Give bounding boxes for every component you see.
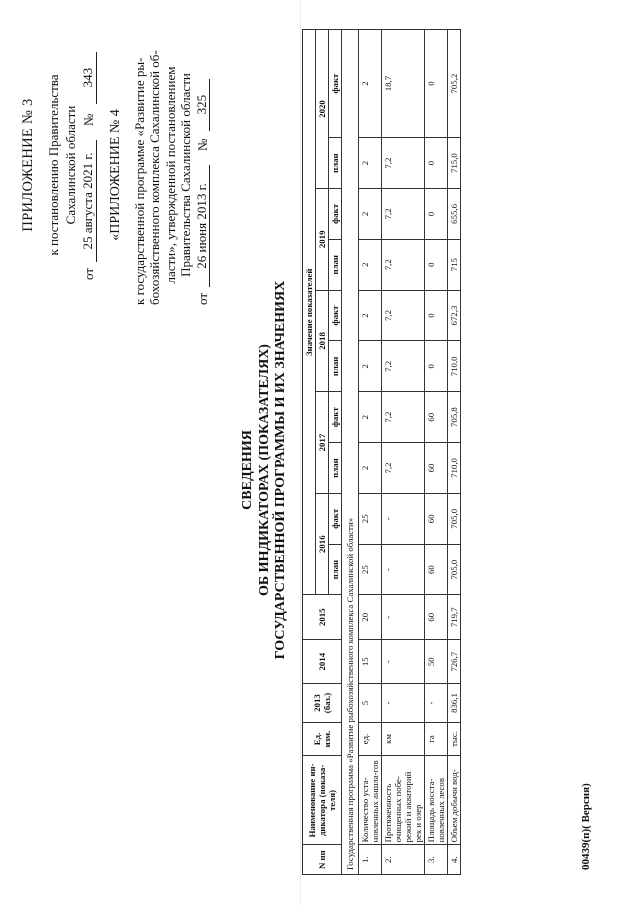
row-value: 25 bbox=[359, 544, 382, 595]
appendix-line1: к постановлению Правительства bbox=[46, 74, 61, 256]
footer-code: 00439(п)( Версия) bbox=[580, 783, 592, 870]
table-row bbox=[425, 30, 448, 875]
row-value: 7,2 bbox=[382, 138, 425, 189]
row-value: 2 bbox=[359, 138, 382, 189]
header-name: Наименование ин-дикатора (показа-теля) bbox=[303, 756, 342, 845]
row-number: 1. bbox=[359, 845, 382, 875]
program-ref-title: «ПРИЛОЖЕНИЕ № 4 bbox=[108, 109, 123, 241]
row-name: Количество уста-новленных аншла-гов bbox=[359, 756, 382, 845]
program-ref-num-prefix: № bbox=[194, 138, 210, 151]
header-fact: факт bbox=[329, 189, 342, 240]
document-title bbox=[240, 230, 290, 710]
row-value: 50 bbox=[425, 639, 448, 683]
appendix-date-line bbox=[79, 50, 97, 280]
appendix-title: ПРИЛОЖЕНИЕ № 3 bbox=[20, 98, 36, 232]
row-value: 7,2 bbox=[382, 189, 425, 240]
indicator-table-wrap bbox=[302, 29, 461, 875]
header-2014: 2014 bbox=[303, 639, 342, 683]
program-ref-line2: бохозяйственного комплекса Сахалинской об- bbox=[147, 50, 162, 305]
header-plan: план bbox=[329, 138, 342, 189]
program-ref-block bbox=[108, 45, 210, 305]
header-num: N пп bbox=[303, 845, 342, 875]
program-ref-line1: к государственной программе «Развитие ры- bbox=[131, 57, 147, 305]
row-value: 726,7 bbox=[448, 639, 461, 683]
section-row bbox=[342, 30, 359, 875]
row-value: 2 bbox=[359, 239, 382, 290]
row-value: 7,2 bbox=[382, 443, 425, 494]
row-value: - bbox=[425, 684, 448, 722]
row-unit: км bbox=[382, 722, 425, 756]
row-name: Протяженность очищенных побе-режий и акваторий рек и озер bbox=[382, 756, 425, 845]
row-name: Объем добычи вод- bbox=[448, 756, 461, 845]
header-year: 2017 bbox=[316, 392, 329, 494]
row-value: 715 bbox=[448, 239, 461, 290]
title-line3: ГОСУДАРСТВЕННОЙ ПРОГРАММЫ И ИХ ЗНАЧЕНИЯХ bbox=[273, 280, 288, 660]
row-value: 705,2 bbox=[448, 30, 461, 138]
row-number: 4. bbox=[448, 845, 461, 875]
table-header-row bbox=[303, 30, 316, 875]
row-value: 0 bbox=[425, 138, 448, 189]
row-value: 25 bbox=[359, 493, 382, 544]
table-body bbox=[359, 30, 461, 875]
row-value: 60 bbox=[425, 392, 448, 443]
row-value: 15 bbox=[359, 639, 382, 683]
row-value: 7,2 bbox=[382, 341, 425, 392]
table-row bbox=[382, 30, 425, 875]
appendix-from-prefix: от bbox=[81, 267, 96, 280]
indicator-table bbox=[302, 29, 461, 875]
header-plan: план bbox=[329, 239, 342, 290]
row-value: 705,8 bbox=[448, 392, 461, 443]
row-value: 719,7 bbox=[448, 595, 461, 639]
program-ref-date: 26 июня 2013 г. bbox=[194, 165, 211, 287]
header-2013: 2013 (баз.) bbox=[303, 684, 342, 722]
appendix-date: 25 августа 2021 г. bbox=[79, 140, 97, 262]
row-value: 7,2 bbox=[382, 392, 425, 443]
row-value: 710,0 bbox=[448, 341, 461, 392]
header-year: 2018 bbox=[316, 290, 329, 392]
table-row bbox=[448, 30, 461, 875]
row-number: 3. bbox=[425, 845, 448, 875]
row-value: 0 bbox=[425, 341, 448, 392]
row-value: 655,6 bbox=[448, 189, 461, 240]
row-value: 710,0 bbox=[448, 443, 461, 494]
row-value: 60 bbox=[425, 493, 448, 544]
header-year: 2016 bbox=[316, 493, 329, 595]
header-plan: план bbox=[329, 544, 342, 595]
header-fact: факт bbox=[329, 493, 342, 544]
header-fact: факт bbox=[329, 392, 342, 443]
header-fact: факт bbox=[329, 290, 342, 341]
row-unit: ед. bbox=[359, 722, 382, 756]
appendix-block bbox=[20, 50, 97, 280]
row-value: 0 bbox=[425, 290, 448, 341]
row-value: 2 bbox=[359, 392, 382, 443]
program-ref-date-line bbox=[194, 45, 211, 305]
header-values: Значение показателей bbox=[303, 30, 316, 596]
header-fact: факт bbox=[329, 30, 342, 138]
header-year: 2019 bbox=[316, 189, 329, 291]
row-value: - bbox=[382, 544, 425, 595]
header-unit: Ед. изм. bbox=[303, 722, 342, 756]
row-value: 0 bbox=[425, 30, 448, 138]
row-value: 2 bbox=[359, 443, 382, 494]
row-value: 672,3 bbox=[448, 290, 461, 341]
header-2015: 2015 bbox=[303, 595, 342, 639]
row-number: 2. bbox=[382, 845, 425, 875]
row-value: 20 bbox=[359, 595, 382, 639]
row-value: - bbox=[382, 684, 425, 722]
row-value: 2 bbox=[359, 341, 382, 392]
row-value: - bbox=[382, 639, 425, 683]
row-unit: га bbox=[425, 722, 448, 756]
row-value: - bbox=[382, 493, 425, 544]
row-unit: тыс. bbox=[448, 722, 461, 756]
program-ref-number: 325 bbox=[194, 79, 211, 131]
row-value: 7,2 bbox=[382, 239, 425, 290]
row-value: 7,2 bbox=[382, 290, 425, 341]
row-value: 2 bbox=[359, 30, 382, 138]
table-row bbox=[359, 30, 382, 875]
row-value: - bbox=[382, 595, 425, 639]
section-title: Государственная программа «Развитие рыбохозяйственного комплекса Сахалинской области» bbox=[342, 30, 359, 875]
row-name: Площадь восста-новленных лесов bbox=[425, 756, 448, 845]
row-value: 0 bbox=[425, 239, 448, 290]
title-line2: ОБ ИНДИКАТОРАХ (ПОКАЗАТЕЛЯХ) bbox=[256, 344, 272, 596]
row-value: 2 bbox=[359, 189, 382, 240]
row-value: 715,0 bbox=[448, 138, 461, 189]
header-year: 2020 bbox=[316, 30, 329, 189]
row-value: 836,1 bbox=[448, 684, 461, 722]
row-value: 5 bbox=[359, 684, 382, 722]
header-plan: план bbox=[329, 341, 342, 392]
row-value: 60 bbox=[425, 443, 448, 494]
row-value: 705,0 bbox=[448, 544, 461, 595]
appendix-line2: Сахалинской области bbox=[63, 105, 78, 225]
row-value: 705,0 bbox=[448, 493, 461, 544]
title-line1: СВЕДЕНИЯ bbox=[240, 430, 255, 510]
program-ref-line3: ласти», утвержденной постановлением bbox=[162, 66, 178, 284]
program-ref-line4: Правительства Сахалинской области bbox=[178, 73, 193, 277]
row-value: 60 bbox=[425, 595, 448, 639]
row-value: 60 bbox=[425, 544, 448, 595]
row-value: 18,7 bbox=[382, 30, 425, 138]
program-ref-from-prefix: от bbox=[194, 292, 210, 305]
appendix-number: 343 bbox=[79, 52, 97, 104]
appendix-num-prefix: № bbox=[81, 113, 96, 126]
row-value: 2 bbox=[359, 290, 382, 341]
header-plan: план bbox=[329, 443, 342, 494]
row-value: 0 bbox=[425, 189, 448, 240]
